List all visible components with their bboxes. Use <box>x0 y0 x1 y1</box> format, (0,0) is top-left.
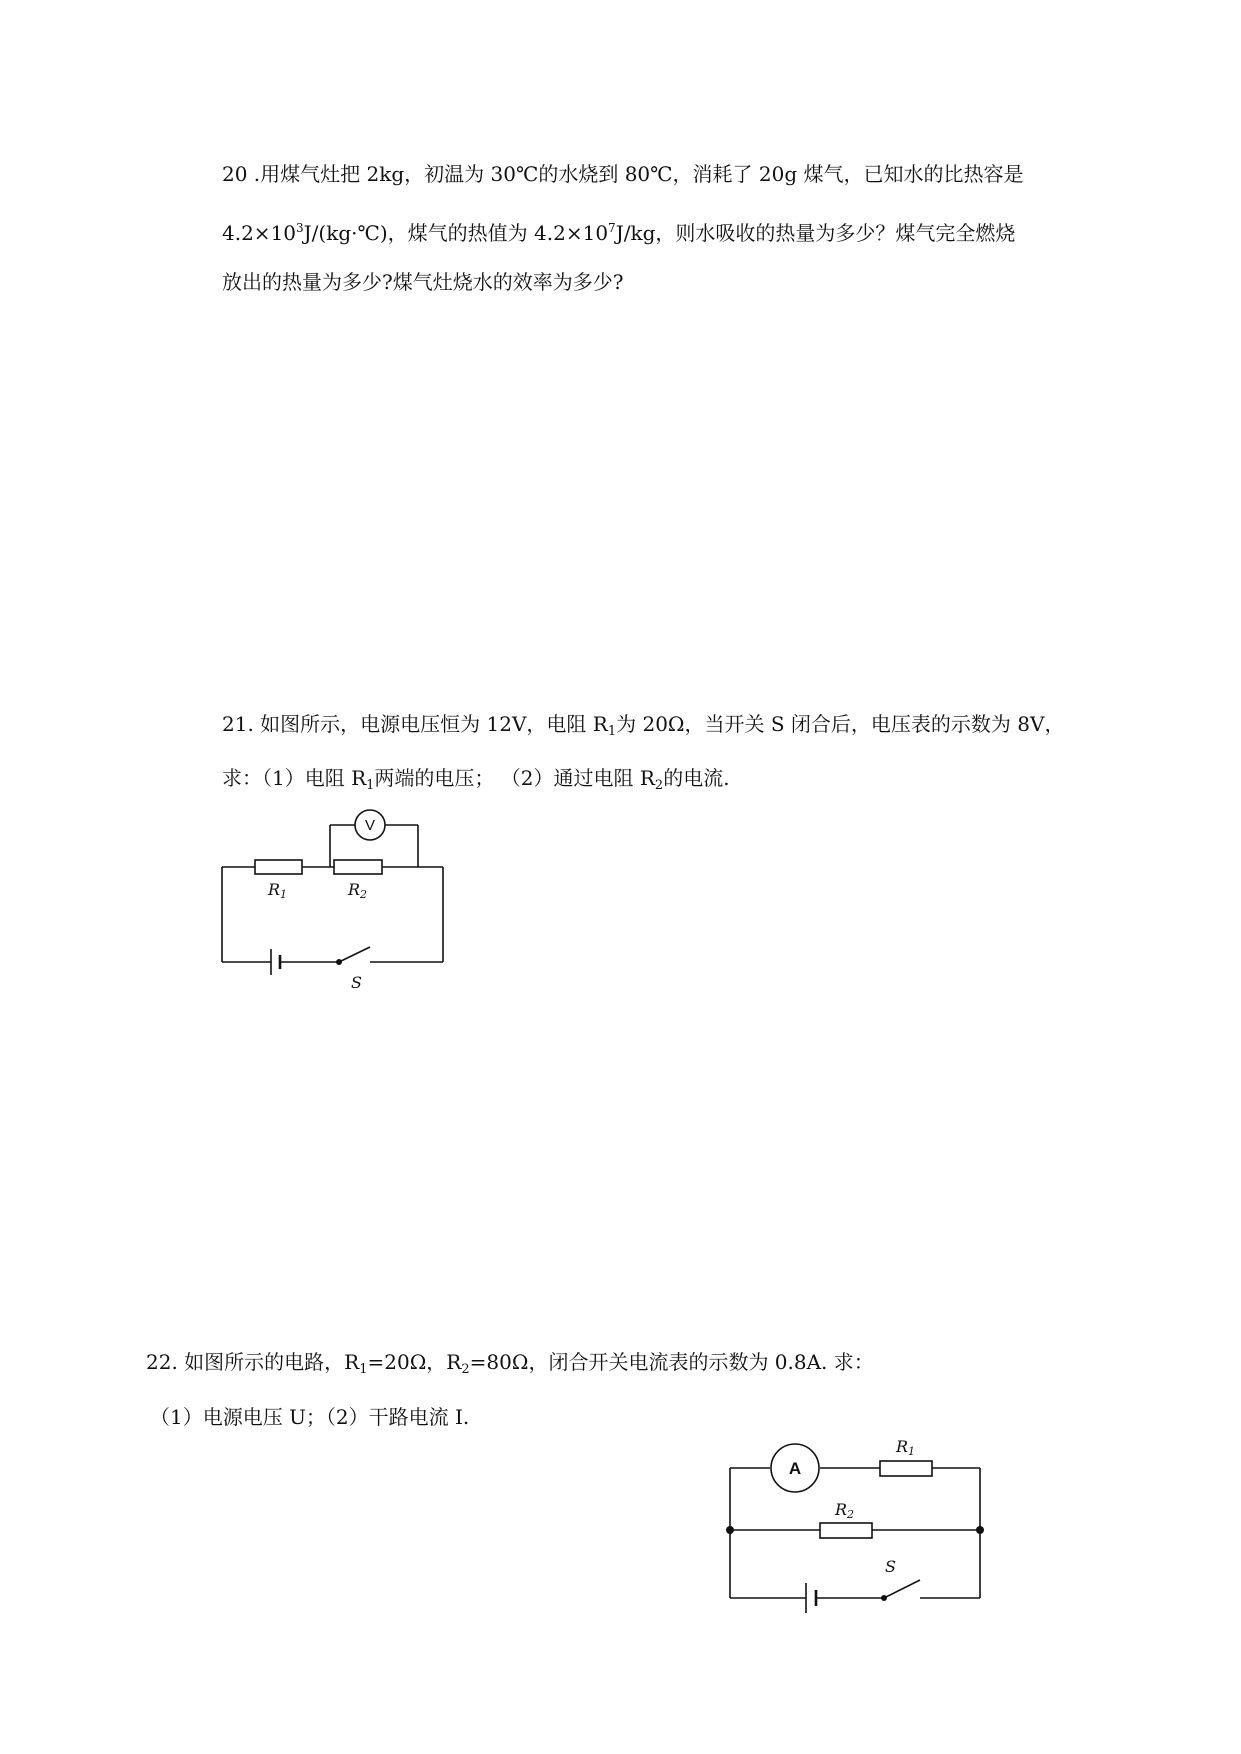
q21-label-switch: S <box>351 973 362 992</box>
q22-resistor-r1 <box>880 1461 932 1476</box>
q20-line-3: 放出的热量为多少?煤气灶烧水的效率为多少? <box>222 270 624 294</box>
svg-text:A: A <box>788 1459 802 1478</box>
q22-label-switch: S <box>885 1557 896 1576</box>
q22-circuit-diagram <box>720 1420 1000 1620</box>
q22-line-1: 22. 如图所示的电路，$R_1=20\Omega$，$R_2=80\Omega$，闭合开关电流表的示数为 0.8A. 求： <box>146 1350 874 1377</box>
q22-switch <box>881 1580 920 1601</box>
q22-junction-left <box>726 1526 734 1534</box>
q21-circuit-diagram <box>210 805 470 1005</box>
q21-label-r2: R2 <box>348 880 368 901</box>
q21-switch <box>336 947 370 965</box>
svg-text:V: V <box>364 817 376 834</box>
q22-junction-right <box>976 1526 984 1534</box>
q22-battery <box>806 1583 816 1613</box>
q21-line-2: 求：（1）电阻 $R_1$两端的电压； （2）通过电阻 $R_2$的电流. <box>222 766 730 793</box>
q20-line-1: 20 .用煤气灶把 2kg，初温为 30℃的水烧到 80℃，消耗了 20g 煤气，已知水的比热容是 <box>222 162 1024 186</box>
q22-label-r2: R2 <box>835 1500 855 1521</box>
q22-line-2: （1）电源电压 U；（2）干路电流 I. <box>150 1405 470 1429</box>
q22-resistor-r2 <box>820 1523 872 1538</box>
q21-line-1: 21. 如图所示，电源电压恒为 12V，电阻 $R_1$为 20Ω，当开关 S 闭合后，电压表的示数为 8V， <box>222 712 1065 739</box>
q22-ammeter <box>771 1444 819 1492</box>
q20-line-2: $4.2\times 10^3J/(kg\cdot℃)$，煤气的热值为 $4.2\times 10^7J/kg$，则水吸收的热量为多少？煤气完全燃烧 <box>222 221 1016 245</box>
q21-voltmeter <box>355 810 385 840</box>
q21-resistor-r2 <box>334 860 382 874</box>
q21-battery <box>271 949 280 975</box>
q21-label-r1: R1 <box>268 880 288 901</box>
q21-wires <box>222 825 443 962</box>
q21-resistor-r1 <box>255 860 302 874</box>
q22-label-r1: R1 <box>896 1437 916 1458</box>
